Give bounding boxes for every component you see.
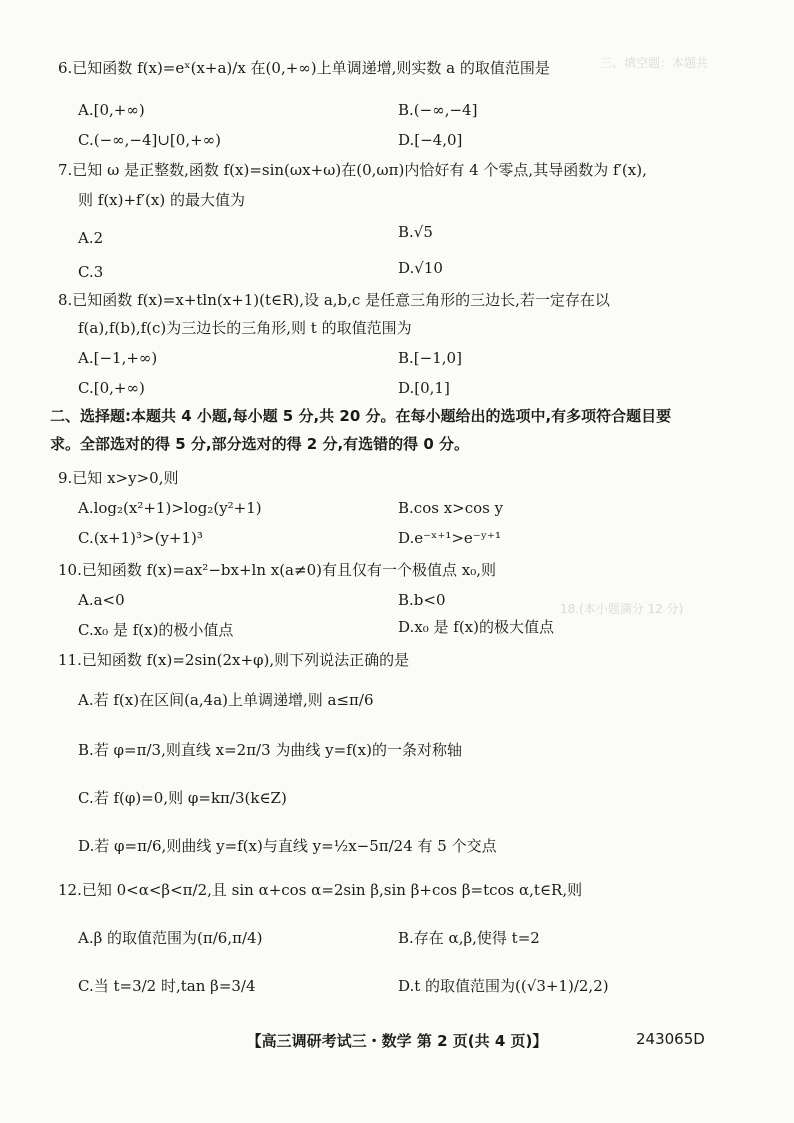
q12-option-d: D.t 的取值范围为((√3+1)/2,2) xyxy=(398,977,609,995)
question-8-stem: 8.已知函数 f(x)=x+tln(x+1)(t∈R),设 a,b,c 是任意三角形的三边长,若一定存在以 xyxy=(58,291,610,309)
q9-option-c: C.(x+1)³>(y+1)³ xyxy=(78,529,203,547)
q11-option-d: D.若 φ=π/6,则曲线 y=f(x)与直线 y=½x−5π/24 有 5 个交点 xyxy=(78,837,497,855)
section-2-heading: 二、选择题:本题共 4 小题,每小题 5 分,共 20 分。在每小题给出的选项中,有多项符合题目要 xyxy=(50,407,672,425)
q8-option-c: C.[0,+∞) xyxy=(78,379,145,397)
q7-option-b: B.√5 xyxy=(398,223,433,241)
question-12-stem: 12.已知 0<α<β<π/2,且 sin α+cos α=2sin β,sin β+cos β=tcos α,t∈R,则 xyxy=(58,881,583,899)
q11-option-a: A.若 f(x)在区间(a,4a)上单调递增,则 a≤π/6 xyxy=(78,691,374,709)
question-11-stem: 11.已知函数 f(x)=2sin(2x+φ),则下列说法正确的是 xyxy=(58,651,410,669)
q9-option-b: B.cos x>cos y xyxy=(398,499,504,517)
question-7-stem: 7.已知 ω 是正整数,函数 f(x)=sin(ωx+ω)在(0,ωπ)内恰好有 4 个零点,其导函数为 f′(x), xyxy=(58,161,647,179)
q11-option-b: B.若 φ=π/3,则直线 x=2π/3 为曲线 y=f(x)的一条对称轴 xyxy=(78,741,462,759)
exam-code: 243065D xyxy=(636,1030,705,1048)
q10-option-c: C.x₀ 是 f(x)的极小值点 xyxy=(78,621,234,639)
q10-option-b: B.b<0 xyxy=(398,591,446,609)
page-footer: 【高三调研考试三・数学 第 2 页(共 4 页)】 xyxy=(246,1032,548,1050)
q12-option-b: B.存在 α,β,使得 t=2 xyxy=(398,929,540,947)
q12-option-c: C.当 t=3/2 时,tan β=3/4 xyxy=(78,977,256,995)
q11-option-c: C.若 f(φ)=0,则 φ=kπ/3(k∈Z) xyxy=(78,789,287,807)
q6-option-b: B.(−∞,−4] xyxy=(398,101,478,119)
q8-option-a: A.[−1,+∞) xyxy=(78,349,158,367)
question-10-stem: 10.已知函数 f(x)=ax²−bx+ln x(a≠0)有且仅有一个极值点 x₀,则 xyxy=(58,561,496,579)
q10-option-a: A.a<0 xyxy=(78,591,125,609)
bleed-through-text: 18.(本小题满分 12 分) xyxy=(560,602,684,616)
q9-option-a: A.log₂(x²+1)>log₂(y²+1) xyxy=(78,499,262,517)
question-6-stem: 6.已知函数 f(x)=eˣ(x+a)/x 在(0,+∞)上单调递增,则实数 a 的取值范围是 xyxy=(58,59,550,77)
q8-option-b: B.[−1,0] xyxy=(398,349,462,367)
bleed-through-text: 三、填空题：本题共 xyxy=(600,56,709,70)
q7-option-d: D.√10 xyxy=(398,259,443,277)
q7-option-c: C.3 xyxy=(78,263,104,281)
q6-option-c: C.(−∞,−4]∪[0,+∞) xyxy=(78,131,222,149)
question-9-stem: 9.已知 x>y>0,则 xyxy=(58,469,179,487)
q6-option-a: A.[0,+∞) xyxy=(78,101,145,119)
question-7-stem-2: 则 f(x)+f′(x) 的最大值为 xyxy=(78,191,245,209)
q12-option-a: A.β 的取值范围为(π/6,π/4) xyxy=(78,929,263,947)
q7-option-a: A.2 xyxy=(78,229,104,247)
q6-option-d: D.[−4,0] xyxy=(398,131,463,149)
q9-option-d: D.e⁻ˣ⁺¹>e⁻ʸ⁺¹ xyxy=(398,529,501,547)
q8-option-d: D.[0,1] xyxy=(398,379,450,397)
q10-option-d: D.x₀ 是 f(x)的极大值点 xyxy=(398,618,554,636)
question-8-stem-2: f(a),f(b),f(c)为三边长的三角形,则 t 的取值范围为 xyxy=(78,319,412,337)
section-2-heading-2: 求。全部选对的得 5 分,部分选对的得 2 分,有选错的得 0 分。 xyxy=(50,435,470,453)
